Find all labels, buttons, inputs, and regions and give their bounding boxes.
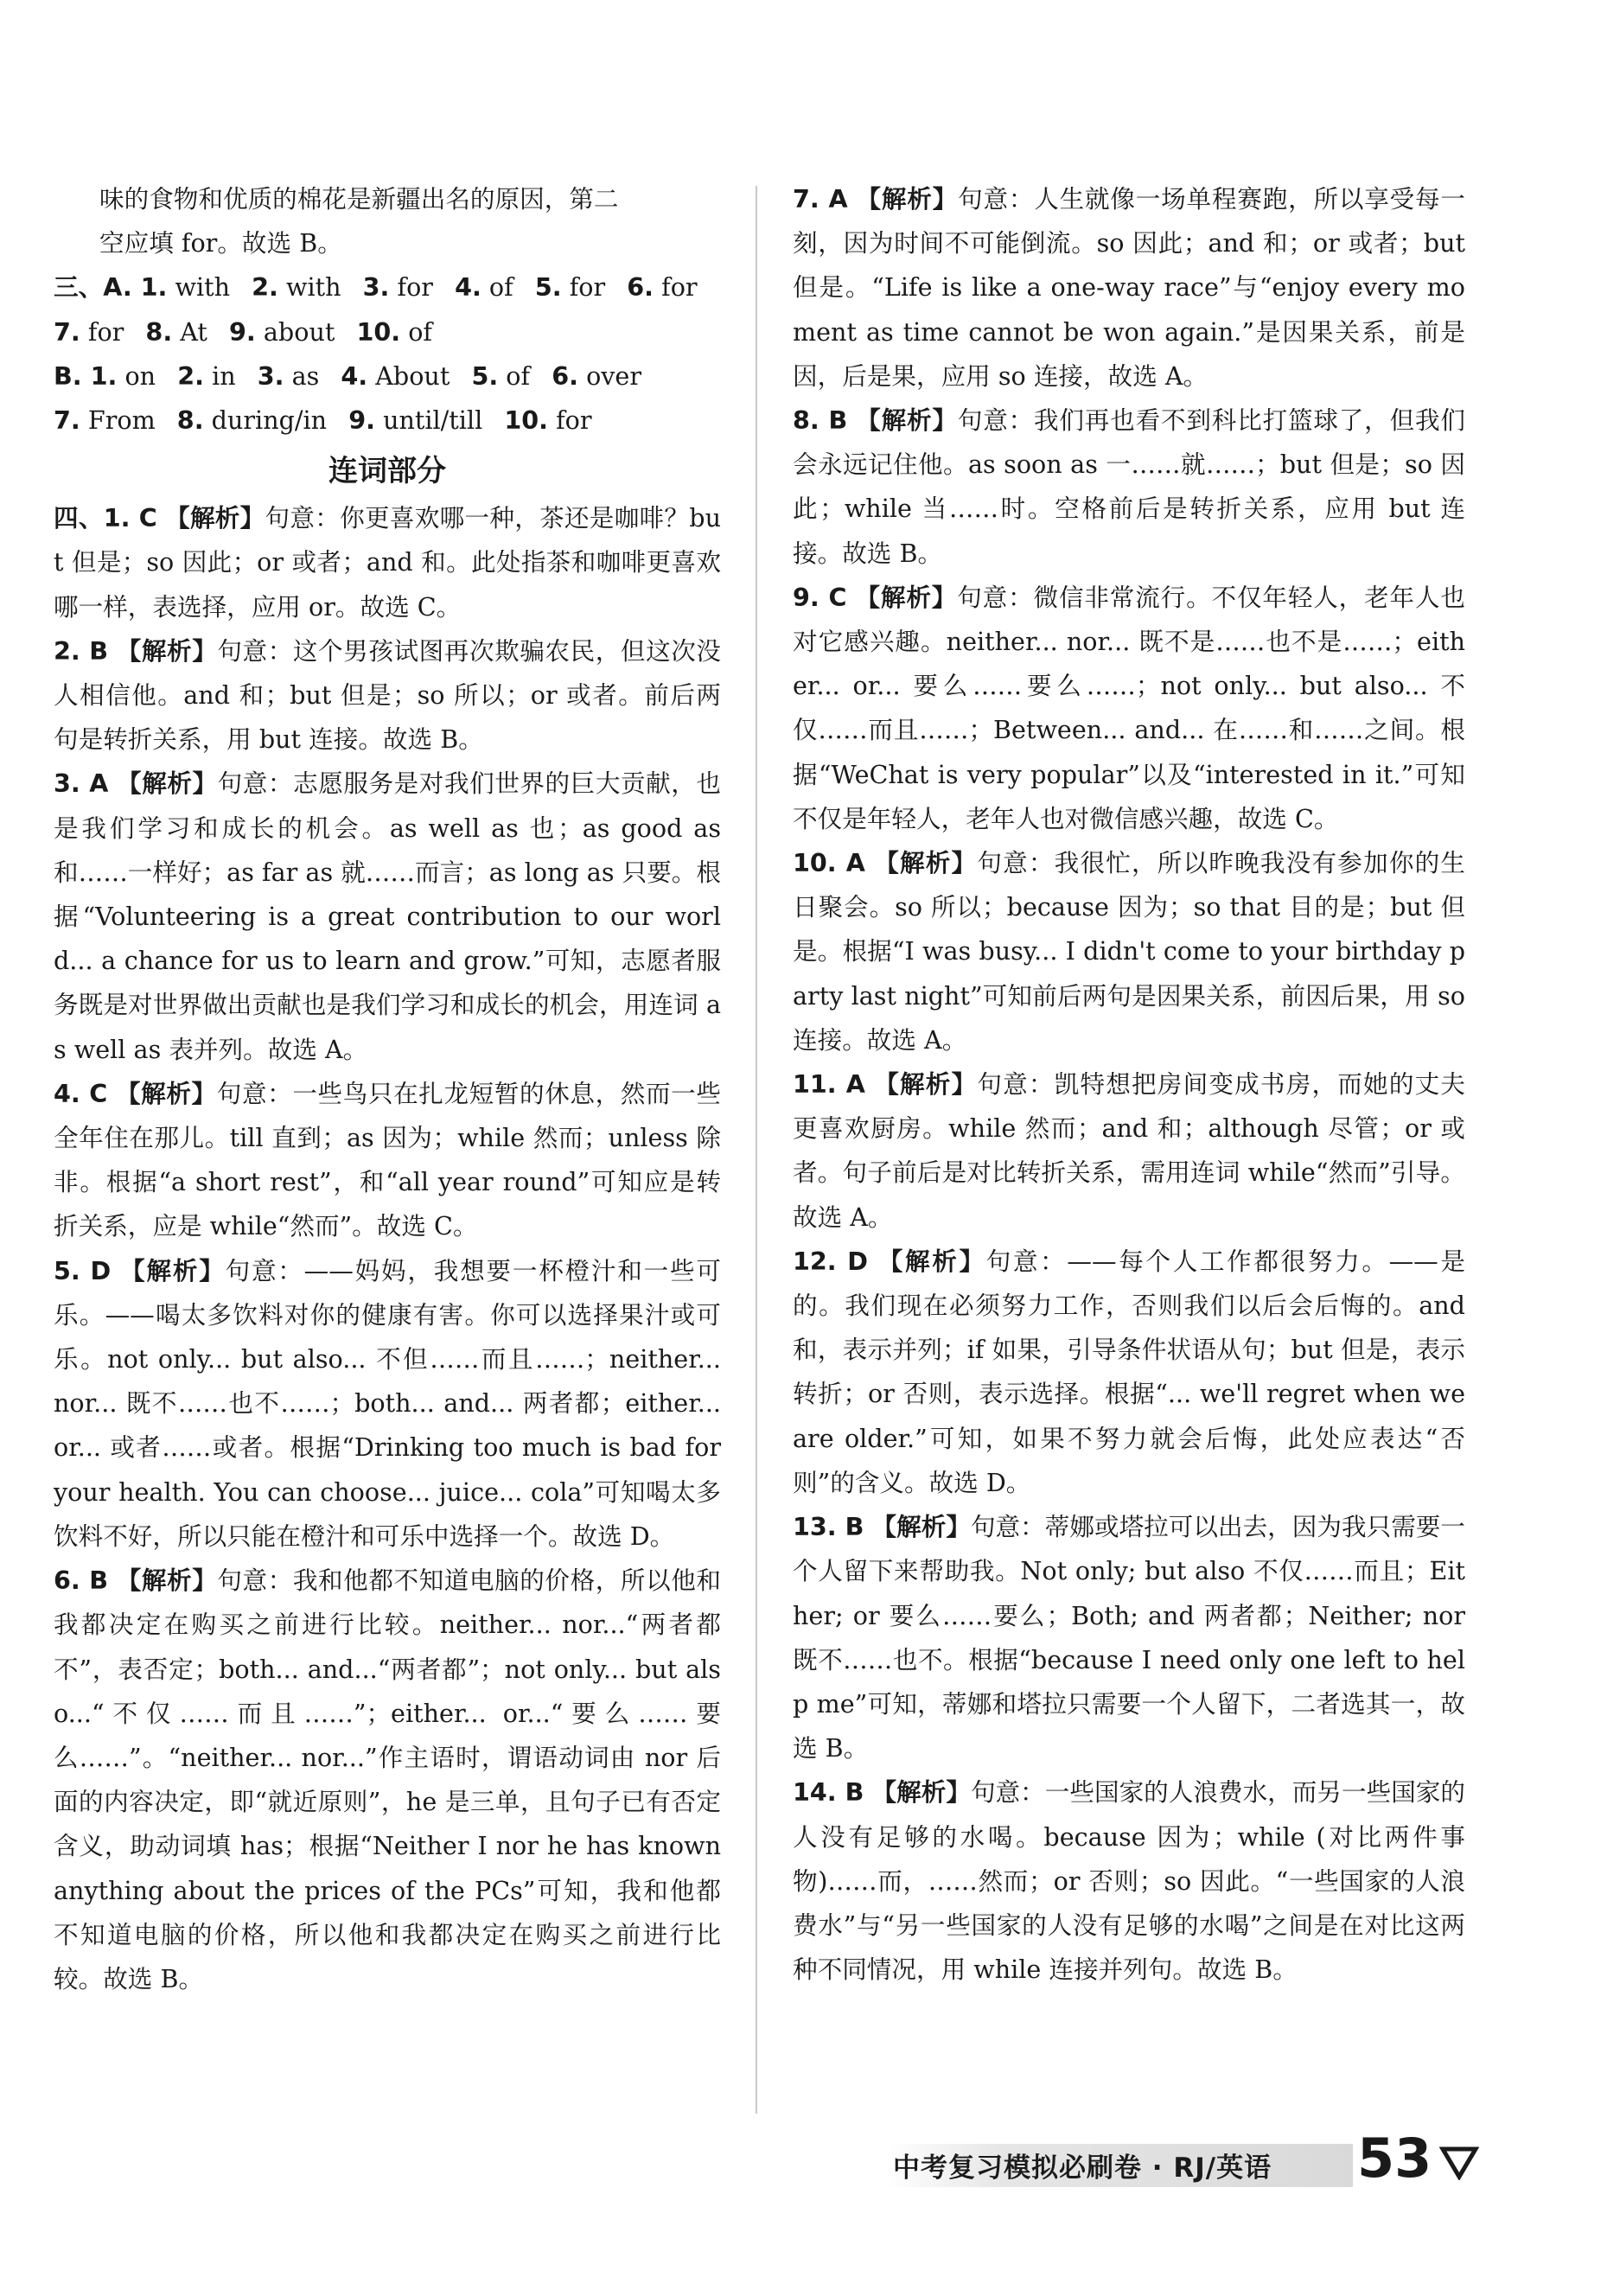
answer-number: 2.	[177, 360, 204, 391]
analysis-tag: 【解析】	[117, 769, 218, 799]
item-number: 11. A	[793, 1069, 865, 1100]
analysis-tag: 【解析】	[877, 1246, 986, 1276]
answer-row	[54, 265, 721, 309]
analysis-tag: 【解析】	[874, 848, 978, 878]
answer-number: 9.	[348, 405, 375, 436]
explanation-item	[793, 1505, 1465, 1770]
item-text: 句意：这个男孩试图再次欺骗农民，但这次没人相信他。and 和；but 但是；so 所以；or 或者。前后两句是转折关系，用 but 连接。故选 B。	[54, 635, 721, 755]
answer-value: over	[586, 360, 642, 391]
item-number: 13. B	[793, 1512, 864, 1542]
item-number: 12. D	[793, 1246, 868, 1276]
down-triangle-icon	[1439, 2146, 1479, 2180]
answer-value: in	[212, 360, 236, 391]
item-number: 5. D	[54, 1255, 112, 1285]
item-text: 句意：我和他都不知道电脑的价格，所以他和我都决定在购买之前进行比较。neither... nor...“两者都不”，表否定；both... and...“两者都”；not only... but also...“不仅……而且……”；either... or...“要么……要么……”。“neither... nor...”作主语时，谓语动词由 nor 后面的内容决定，即“就近原则”，he 是三单，且句子已有否定含义，助动词填 has；根据“Neither I nor he has known anything about the prices of the PCs”可知，我和他都不知道电脑的价格，所以他和我都决定在购买之前进行比较。故选 B。	[54, 1566, 721, 1993]
answer-value: of	[506, 360, 531, 391]
answer-number: 8.	[176, 405, 204, 436]
answer-number: 7.	[54, 316, 80, 347]
answer-row	[54, 310, 721, 354]
explanation-item	[54, 762, 721, 1071]
answer-value: of	[488, 272, 513, 303]
answer-row	[54, 399, 721, 443]
item-number: 9. C	[793, 582, 847, 612]
analysis-tag: 【解析】	[120, 1255, 226, 1285]
analysis-tag: 【解析】	[871, 1777, 971, 1808]
page-number: 53	[1357, 2127, 1432, 2190]
answer-value: about	[263, 316, 335, 347]
answer-number: 6.	[552, 360, 578, 391]
answer-number: 10.	[356, 316, 401, 347]
answer-value: About	[375, 360, 450, 391]
answer-number: 2.	[252, 272, 278, 303]
answer-number: 9.	[229, 316, 256, 347]
answer-value: until/till	[383, 405, 483, 436]
answer-number: 3.	[362, 272, 390, 303]
explanation-item	[54, 1559, 721, 2001]
answer-number: 8.	[145, 316, 173, 347]
item-number: 四、1. C	[54, 503, 157, 533]
answer-value: for	[397, 272, 433, 303]
lead-line: 味的食物和优质的棉花是新疆出名的原因，第二	[99, 184, 619, 214]
answer-value: during/in	[211, 405, 328, 436]
explanation-item	[793, 399, 1465, 576]
explanation-item	[54, 1249, 721, 1559]
item-number: 2. B	[54, 635, 109, 666]
answer-value: At	[180, 316, 207, 347]
right-column	[793, 177, 1465, 1992]
lead-text	[54, 177, 721, 265]
explanation-item	[793, 841, 1465, 1062]
book-title: 中考复习模拟必刷卷 · RJ/英语	[893, 2152, 1272, 2184]
item-number: 4. C	[54, 1078, 108, 1108]
answer-number: 3.	[257, 360, 284, 391]
answer-value: From	[87, 405, 156, 436]
answer-number: 7.	[54, 405, 80, 436]
answer-number: 5.	[471, 360, 499, 391]
answer-value: as	[291, 360, 320, 391]
page-footer	[886, 2127, 1483, 2194]
item-text: 句意：志愿服务是对我们世界的巨大贡献，也是我们学习和成长的机会。as well as 也；as good as 和……一样好；as far as 就……而言；as long as 只要。根据“Volunteering is a great contribution to our world... a chance for us to learn and grow.”可知，志愿者服务既是对世界做出贡献也是我们学习和成长的机会，用连词 as well as 表并列。故选 A。	[54, 769, 721, 1064]
item-text: 句意：一些鸟只在扎龙短暂的休息，然而一些全年住在那儿。till 直到；as 因为；while 然而；unless 除非。根据“a short rest”，和“all year round”可知应是转折关系，应是 while“然而”。故选 C。	[54, 1078, 721, 1241]
item-number: 3. A	[54, 769, 109, 799]
explanation-item	[793, 1062, 1465, 1240]
analysis-tag: 【解析】	[874, 1069, 978, 1100]
item-number: 7. A	[793, 184, 848, 214]
explanation-item	[54, 629, 721, 762]
item-text: 句意：蒂娜或塔拉可以出去，因为我只需要一个人留下来帮助我。Not only; but also 不仅……而且；Either; or 要么……要么；Both; and 两者都；Neither; nor 既不……也不。根据“because I need only one left to help me”可知，蒂娜和塔拉只需要一个人留下，二者选其一，故选 B。	[793, 1512, 1465, 1763]
answer-value: for	[661, 272, 698, 303]
analysis-tag: 【解析】	[115, 1078, 217, 1108]
answer-value: for	[556, 405, 592, 436]
item-text: 句意：人生就像一场单程赛跑，所以享受每一刻，因为时间不可能倒流。so 因此；and 和；or 或者；but 但是。“Life is like a one-way race”与“enjoy every moment as time cannot be won again.”是因果关系，前是因，后是果，应用 so 连接，故选 A。	[793, 184, 1465, 391]
answer-value: for	[569, 272, 606, 303]
item-number: 10. A	[793, 848, 865, 878]
analysis-tag: 【解析】	[116, 1566, 218, 1596]
answer-number: 4.	[341, 360, 368, 391]
answer-number: 三、A. 1.	[54, 272, 168, 303]
item-number: 6. B	[54, 1566, 109, 1596]
item-text: 句意：凯特想把房间变成书房，而她的丈夫更喜欢厨房。while 然而；and 和；although 尽管；or 或者。句子前后是对比转折关系，需用连词 while“然而”引导。故选 A。	[793, 1069, 1465, 1232]
answer-value: with	[175, 272, 231, 303]
item-number: 14. B	[793, 1777, 864, 1808]
item-text: 句意：——每个人工作都很努力。——是的。我们现在必须努力工作，否则我们以后会后悔的。and 和，表示并列；if 如果，引导条件状语从句；but 但是，表示转折；or 否则，表示选择。根据“... we'll regret when we are older.”可知，如果不努力就会后悔，此处应表达“否则”的含义。故选 D。	[793, 1246, 1465, 1497]
answer-row	[54, 354, 721, 399]
item-text: 句意：——妈妈，我想要一杯橙汁和一些可乐。——喝太多饮料对你的健康有害。你可以选择果汁或可乐。not only... but also... 不但……而且……；neither... nor... 既不……也不……；both... and... 两者都；either... or... 或者……或者。根据“Drinking too much is bad for your health. You can choose... juice... cola”可知喝太多饮料不好，所以只能在橙汁和可乐中选择一个。故选 D。	[54, 1255, 721, 1551]
explanation-item	[793, 576, 1465, 841]
analysis-tag: 【解析】	[856, 184, 959, 214]
answer-number: 5.	[534, 272, 562, 303]
explanation-item	[793, 177, 1465, 399]
analysis-tag: 【解析】	[165, 503, 265, 533]
answer-value: of	[408, 316, 433, 347]
item-number: 8. B	[793, 405, 848, 436]
answer-number: 4.	[455, 272, 481, 303]
lead-line: 空应填 for。故选 B。	[99, 228, 342, 258]
analysis-tag: 【解析】	[856, 405, 958, 436]
item-text: 句意：我很忙，所以昨晚我没有参加你的生日聚会。so 所以；because 因为；so that 目的是；but 但是。根据“I was busy... I didn't come to your birthday party last night”可知前后两句是因果关系，前因后果，用 so 连接。故选 A。	[793, 848, 1465, 1055]
explanation-item	[54, 496, 721, 629]
left-column	[54, 177, 721, 2001]
item-text: 句意：你更喜欢哪一种，茶还是咖啡？but 但是；so 因此；or 或者；and 和。此处指茶和咖啡更喜欢哪一样，表选择，应用 or。故选 C。	[54, 503, 721, 622]
item-text: 句意：我们再也看不到科比打篮球了，但我们会永远记住他。as soon as 一……就……；but 但是；so 因此；while 当……时。空格前后是转折关系，应用 but 连接。故选 B。	[793, 405, 1465, 568]
answer-value: with	[286, 272, 341, 303]
answer-number: 10.	[504, 405, 548, 436]
answer-value: for	[87, 316, 124, 347]
answer-number: B. 1.	[54, 360, 118, 391]
analysis-tag: 【解析】	[855, 582, 958, 612]
item-text: 句意：一些国家的人浪费水，而另一些国家的人没有足够的水喝。because 因为；while (对比两件事物)……而，……然而；or 否则；so 因此。“一些国家的人浪费水”与“另一些国家的人没有足够的水喝”之间是在对比这两种不同情况，用 while 连接并列句。故选 B。	[793, 1777, 1465, 1985]
explanation-item	[54, 1072, 721, 1249]
section-title: 连词部分	[328, 454, 446, 489]
item-text: 句意：微信非常流行。不仅年轻人，老年人也对它感兴趣。neither... nor... 既不是……也不是……；either... or... 要么……要么……；not only... but also... 不仅……而且……；Between... and... 在……和……之间。根据“WeChat is very popular”以及“interested in it.”可知不仅是年轻人，老年人也对微信感兴趣，故选 C。	[793, 582, 1465, 833]
analysis-tag: 【解析】	[871, 1512, 971, 1542]
explanation-item	[793, 1240, 1465, 1505]
answer-number: 6.	[627, 272, 654, 303]
analysis-tag: 【解析】	[116, 635, 218, 666]
explanation-item	[793, 1770, 1465, 1992]
answer-value: on	[124, 360, 156, 391]
column-divider	[756, 186, 757, 2114]
